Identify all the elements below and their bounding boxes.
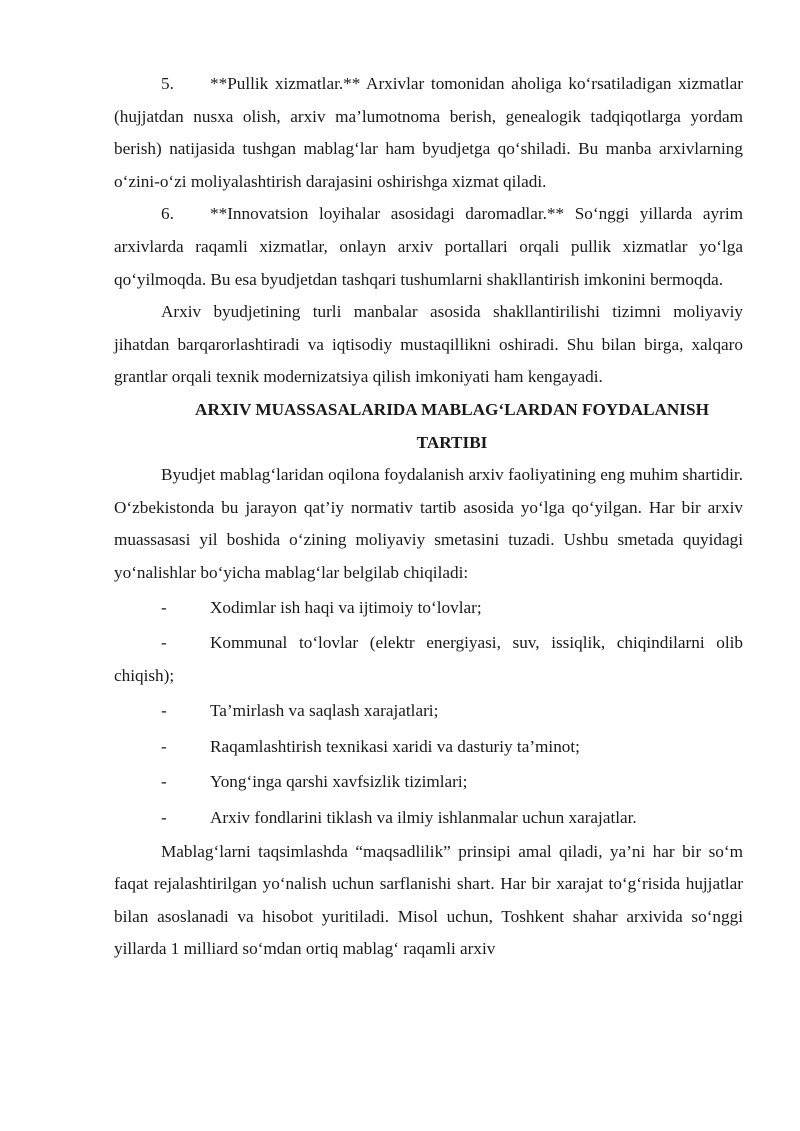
list-item	[114, 800, 743, 836]
numbered-paragraph-6	[114, 198, 743, 296]
list-item-text: Ta’mirlash va saqlash xarajatlari;	[210, 701, 439, 721]
list-item-text: Arxiv fondlarini tiklash va ilmiy ishlanmalar uchun xarajatlar.	[210, 808, 637, 828]
list-item-text: Yong‘inga qarshi xavfsizlik tizimlari;	[210, 772, 468, 792]
list-dash: -	[161, 597, 167, 617]
list-item	[114, 729, 743, 765]
numbered-paragraph-5	[114, 68, 743, 198]
list-dash: -	[161, 808, 167, 828]
intro-paragraph: Byudjet mablag‘laridan oqilona foydalanish arxiv faoliyatining eng muhim shartidir. O‘zbekistonda bu jarayon qat’iy normativ tartib asosida yo‘lga qo‘yilgan. Har bir arxiv muassasasi yil boshida o‘zining moliyaviy smetasini tuzadi. Ushbu smetada quyidagi yo‘nalishlar bo‘yicha mablag‘lar belgilab chiqiladi:	[114, 465, 743, 582]
list-dash: -	[161, 736, 167, 756]
list-dash: -	[161, 772, 167, 792]
list-item	[114, 693, 743, 729]
list-dash: -	[161, 701, 167, 721]
closing-paragraph: Mablag‘larni taqsimlashda “maqsadlilik” prinsipi amal qiladi, ya’ni har bir so‘m faqat rejalashtirilgan yo‘nalish uchun sarflanishi shart. Har bir xarajat to‘g‘risida hujjatlar bilan asoslanadi va hisobot yuritiladi. Misol uchun, Toshkent shahar arxivida so‘nggi yillarda 1 milliard so‘mdan ortiq mablag‘ raqamli arxiv	[114, 841, 743, 959]
paragraph-text: **Pullik xizmatlar.** Arxivlar tomonidan aholiga ko‘rsatiladigan xizmatlar (hujjatdan nusxa olish, arxiv ma’lumotnoma berish, genealogik tadqiqotlarga yordam berish) natijasida tushgan mablag‘lar ham byudjetga qo‘shiladi. Bu manba arxivlarning o‘zini-o‘zi moliyalashtirish darajasini oshirishga xizmat qiladi.	[114, 74, 743, 191]
list-dash: -	[161, 633, 167, 653]
list-item-text: Kommunal to‘lovlar (elektr energiyasi, suv, issiqlik, chiqindilarni olib chiqish);	[114, 633, 743, 685]
paragraph-number: 6.	[161, 204, 174, 224]
section-heading: ARXIV MUASSASALARIDA MABLAG‘LARDAN FOYDALANISH TARTIBI	[195, 399, 709, 452]
list-item	[114, 625, 743, 693]
paragraph-text: **Innovatsion loyihalar asosidagi daromadlar.** So‘nggi yillarda ayrim arxivlarda raqamli xizmatlar, onlayn arxiv portallari orqali pullik xizmatlar yo‘lga qo‘yilmoqda. Bu esa byudjetdan tashqari tushumlarni shakllantirish imkonini bermoqda.	[114, 204, 743, 289]
paragraph-number: 5.	[161, 74, 174, 93]
summary-paragraph: Arxiv byudjetining turli manbalar asosida shakllantirilishi tizimni moliyaviy jihatdan barqarorlashtiradi va iqtisodiy mustaqillikni oshiradi. Shu bilan birga, xalqaro grantlar orqali texnik modernizatsiya qilish imkoniyati ham kengayadi.	[114, 302, 743, 387]
list-item	[114, 764, 743, 800]
list-item-text: Raqamlashtirish texnikasi xaridi va dasturiy ta’minot;	[210, 736, 580, 756]
list-item	[114, 590, 743, 626]
list-item-text: Xodimlar ish haqi va ijtimoiy to‘lovlar;	[210, 597, 482, 617]
